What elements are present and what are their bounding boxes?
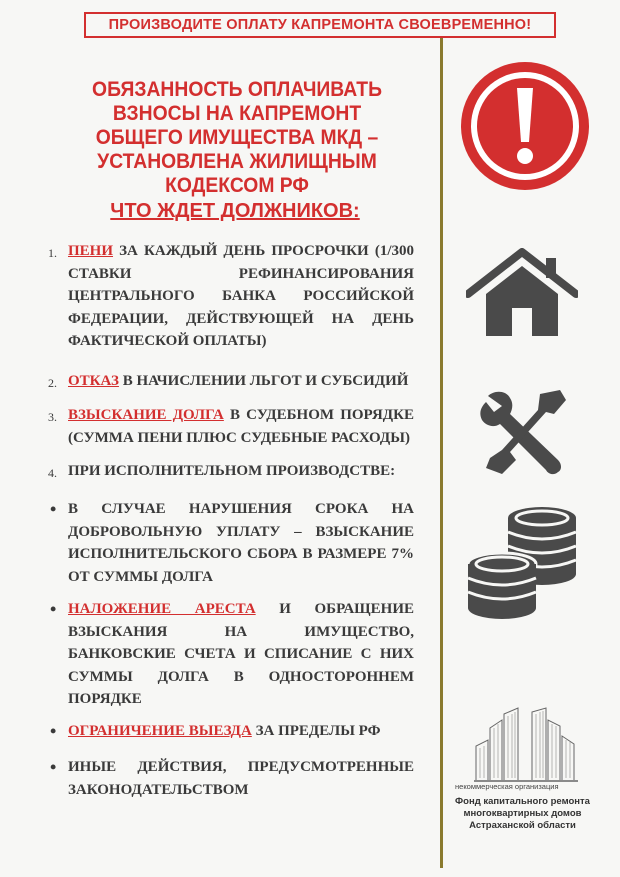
bullet-marker: •	[50, 757, 57, 777]
list-item	[48, 240, 414, 353]
page-title: ОБЯЗАННОСТЬ ОПЛАЧИВАТЬ ВЗНОСЫ НА КАПРЕМОНТ ОБЩЕГО ИМУЩЕСТВА МКД – УСТАНОВЛЕНА ЖИЛИЩНЫМ КОДЕКСОМ РФ	[92, 78, 382, 197]
warning-icon	[457, 58, 593, 194]
list-item	[48, 460, 414, 483]
bullet-item	[48, 498, 414, 588]
item-highlight: ВЗЫСКАНИЕ ДОЛГА	[68, 407, 224, 423]
logo-name	[450, 796, 595, 832]
logo-line: Фонд капитального ремонта	[455, 796, 590, 807]
item-number: 4.	[48, 466, 57, 480]
bullet-marker: •	[50, 499, 57, 519]
bullet-marker: •	[50, 599, 57, 619]
bullet-item	[48, 720, 414, 743]
logo-line: многоквартирных домов	[463, 808, 582, 819]
debtors-subtitle: ЧТО ЖДЕТ ДОЛЖНИКОВ:	[110, 200, 360, 222]
item-text: ЗА КАЖДЫЙ ДЕНЬ ПРОСРОЧКИ (1/300 СТАВКИ РЕФИНАНСИРОВАНИЯ ЦЕНТРАЛЬНОГО БАНКА РОССИЙСКОЙ ФЕДЕРАЦИИ, ДЕЙСТВУЮЩЕЙ НА ДЕНЬ ФАКТИЧЕСКОЙ ОПЛАТЫ)	[68, 243, 414, 349]
logo-line: Астраханской области	[469, 820, 576, 831]
list-item	[48, 370, 414, 393]
item-number: 1.	[48, 246, 57, 260]
bullet-item	[48, 598, 414, 711]
bullet-marker: •	[50, 721, 57, 741]
bullet-text: ИНЫЕ ДЕЙСТВИЯ, ПРЕДУСМОТРЕННЫЕ ЗАКОНОДАТЕЛЬСТВОМ	[68, 759, 414, 798]
item-highlight: ПЕНИ	[68, 243, 114, 259]
coins-icon	[464, 504, 582, 622]
bullet-text: ЗА ПРЕДЕЛЫ РФ	[251, 723, 381, 739]
bullet-text: В СЛУЧАЕ НАРУШЕНИЯ СРОКА НА ДОБРОВОЛЬНУЮ УПЛАТУ – ВЗЫСКАНИЕ ИСПОЛНИТЕЛЬСКОГО СБОРА В РАЗМЕРЕ 7% ОТ СУММЫ ДОЛГА	[68, 501, 414, 585]
bullet-item	[48, 756, 414, 801]
tools-icon	[480, 388, 570, 476]
item-highlight: ОТКАЗ	[68, 373, 119, 389]
bullet-highlight: ОГРАНИЧЕНИЕ ВЫЕЗДА	[68, 723, 252, 739]
bullet-text: И ОБРАЩЕНИЕ ВЗЫСКАНИЯ НА ИМУЩЕСТВО, БАНКОВСКИЕ СЧЕТА И СПИСАНИЕ С НИХ СУММЫ ДОЛГА В ОДНОСТОРОННЕМ ПОРЯДКЕ	[68, 601, 414, 707]
vertical-divider	[440, 38, 443, 868]
house-icon	[466, 248, 578, 340]
item-text: В СУДЕБНОМ ПОРЯДКЕ (СУММА ПЕНИ ПЛЮС СУДЕБНЫЕ РАСХОДЫ)	[68, 407, 414, 446]
bullet-highlight: НАЛОЖЕНИЕ АРЕСТА	[68, 601, 256, 617]
item-text: В НАЧИСЛЕНИИ ЛЬГОТ И СУБСИДИЙ	[118, 373, 409, 389]
fund-logo-icon	[474, 706, 578, 782]
item-number: 3.	[48, 410, 57, 424]
top-banner: ПРОИЗВОДИТЕ ОПЛАТУ КАПРЕМОНТА СВОЕВРЕМЕННО!	[84, 12, 556, 38]
item-text: ПРИ ИСПОЛНИТЕЛЬНОМ ПРОИЗВОДСТВЕ:	[68, 463, 396, 479]
item-number: 2.	[48, 376, 57, 390]
logo-caption: некоммерческая организация	[455, 782, 559, 791]
list-item	[48, 404, 414, 449]
